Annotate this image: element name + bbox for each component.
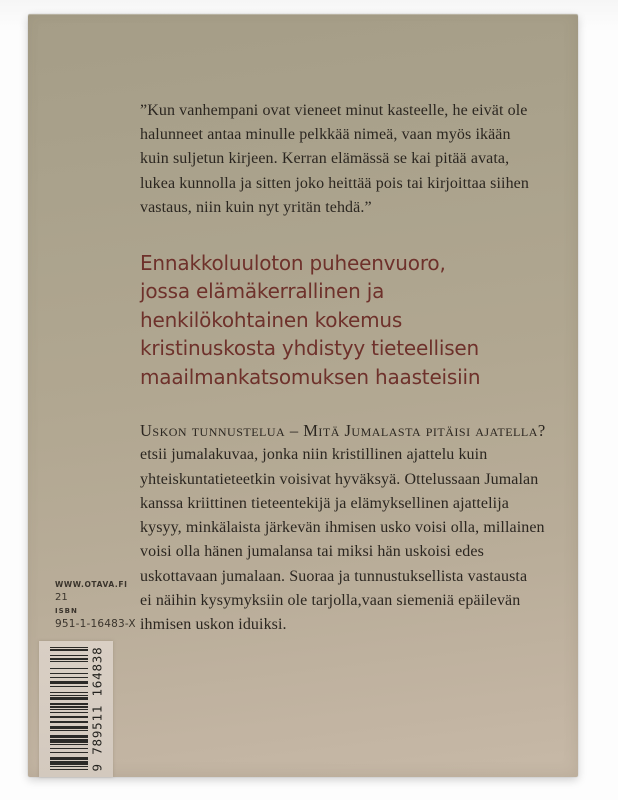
- barcode-label: [39, 641, 113, 777]
- blurb-line: kysyy, minkälaista järkevän ihmisen usko voisi olla, millainen: [140, 519, 545, 537]
- blurb-line: ihmisen uskon iduiksi.: [140, 616, 287, 634]
- barcode-number: 9 789511 164838: [89, 646, 104, 772]
- blurb-line: etsii jumalakuvaa, jonka niin kristillinen ajattelu kuin: [140, 446, 488, 464]
- tagline: [140, 249, 480, 391]
- blurb-line: yhteiskuntatieteetkin voisivat hyväksyä. Ottelussaan Jumalan: [140, 470, 539, 488]
- quote-line: ”Kun vanhempani ovat vieneet minut kasteelle, he eivät ole: [140, 102, 528, 119]
- quote-line: kuin suljetun kirjeen. Kerran elämässä se kai pitää avata,: [140, 150, 510, 168]
- isbn-label: ISBN: [55, 607, 78, 615]
- print-number: 21: [55, 592, 68, 603]
- tagline-line: maailmankatsomuksen haasteisiin: [140, 364, 481, 389]
- blurb-line: uskottavaan jumalaan. Suoraa ja tunnustuksellista vastausta: [140, 567, 528, 585]
- blurb-line: voisi olla hänen jumalansa tai miksi hän uskoisi edes: [140, 543, 484, 561]
- quote-paragraph: [140, 99, 529, 220]
- blurb-line: kanssa kriittinen tieteentekijä ja elämyksellinen ajattelija: [140, 494, 509, 512]
- quote-line: lukea kunnolla ja sitten joko heittää pois tai kirjoittaa siihen: [140, 174, 529, 192]
- barcode-icon: [50, 647, 88, 770]
- barcode-number-column: [89, 641, 104, 777]
- book-back-cover: [28, 14, 578, 777]
- blurb-title: Uskon tunnustelua – Mitä Jumalasta pitäisi ajatella?: [140, 421, 546, 440]
- tagline-line: kristinuskosta yhdistyy tieteellisen: [140, 336, 480, 361]
- barcode-bar: [50, 769, 88, 770]
- tagline-line: Ennakkoluuloton puheenvuoro,: [140, 251, 446, 275]
- quote-line: vastaus, niin kuin nyt yritän tehdä.”: [140, 198, 372, 216]
- blurb-line: ei näihin kysymyksiin ole tarjolla,vaan siemeniä epäilevän: [140, 592, 521, 610]
- publisher-block: [55, 580, 136, 630]
- quote-line: halunneet antaa minulle pelkkää nimeä, vaan myös ikään: [140, 126, 511, 144]
- publisher-website: WWW.OTAVA.FI: [55, 580, 128, 589]
- blurb-body: [140, 443, 546, 637]
- tagline-line: jossa elämäkerrallinen ja: [140, 279, 385, 304]
- tagline-line: henkilökohtainen kokemus: [140, 307, 403, 332]
- isbn-number: 951-1-16483-X: [55, 618, 136, 630]
- blurb-paragraph: [140, 419, 546, 638]
